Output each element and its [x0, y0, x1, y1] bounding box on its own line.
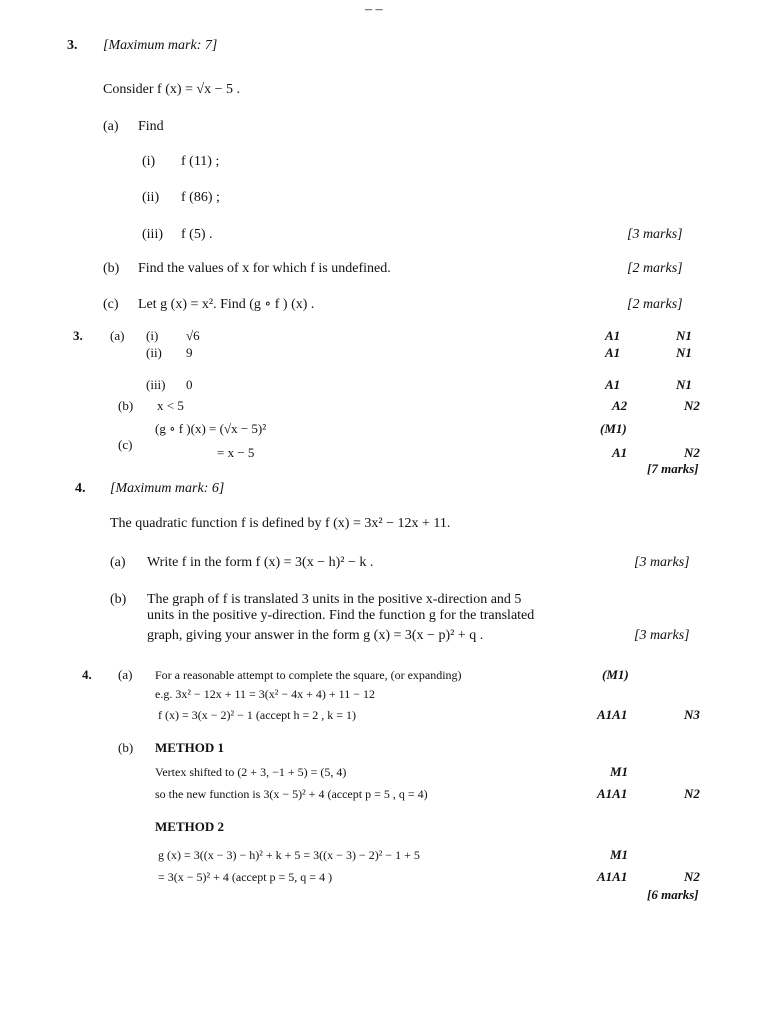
- ms4-a-line2: e.g. 3x² − 12x + 11 = 3(x² − 4x + 4) + 11 − 12: [155, 687, 375, 701]
- q3-c-text: Let g (x) = x². Find (g ∘ f ) (x) .: [138, 297, 315, 312]
- ms3-iii-answer: 0: [186, 377, 193, 392]
- ms3-b-n: N2: [684, 398, 700, 413]
- q4-max-mark: [Maximum mark: 6]: [110, 481, 225, 496]
- q3-a-i-text: f (11) ;: [181, 154, 220, 169]
- ms4-total: [6 marks]: [647, 887, 699, 902]
- q4-b-line2: units in the positive y-direction. Find the function g for the translated: [147, 608, 535, 623]
- q3-a-iii-text: f (5) .: [181, 227, 213, 242]
- q3-a-text: Find: [138, 119, 164, 134]
- ms3-number: 3.: [73, 328, 83, 343]
- ms3-i-n: N1: [676, 328, 692, 343]
- ms3-iii-n: N1: [676, 377, 692, 392]
- ms3-i-answer: √6: [186, 328, 200, 343]
- q3-c-label: (c): [103, 297, 119, 312]
- ms3-c-line1: (g ∘ f )(x) = (√x − 5)²: [155, 421, 267, 436]
- ms4-m2-line1-mark: M1: [610, 847, 629, 862]
- ms4-m2-line1: g (x) = 3((x − 3) − h)² + k + 5 = 3((x − 3) − 2)² − 1 + 5: [158, 848, 420, 862]
- ms4-m1-line1-mark: M1: [610, 764, 629, 779]
- q3-a-ii-text: f (86) ;: [181, 190, 220, 205]
- q3-c-marks: [2 marks]: [627, 297, 683, 312]
- q4-b-label: (b): [110, 592, 127, 607]
- ms4-m1-line2: so the new function is 3(x − 5)² + 4 (accept p = 5 , q = 4): [155, 787, 428, 801]
- ms4-a-line1-mark: (M1): [602, 667, 629, 682]
- ms4-a-line1: For a reasonable attempt to complete the square, (or expanding): [155, 668, 462, 682]
- ms4-number: 4.: [82, 667, 92, 682]
- q3-b-text: Find the values of x for which f is undefined.: [138, 261, 391, 276]
- ms4-a-line3-mark: A1A1: [597, 707, 628, 722]
- ms4-b-label: (b): [118, 740, 134, 755]
- q4-a-marks: [3 marks]: [634, 555, 690, 570]
- ms3-c-line1-mark: (M1): [600, 421, 627, 436]
- ms3-c-label: (c): [118, 437, 133, 452]
- ms4-method1: METHOD 1: [155, 740, 224, 755]
- ms4-m2-line2: = 3(x − 5)² + 4 (accept p = 5, q = 4 ): [158, 870, 333, 884]
- q3-a-ii-label: (ii): [142, 190, 160, 205]
- ms3-total: [7 marks]: [647, 461, 699, 476]
- q3-stem: Consider f (x) = √x − 5 .: [103, 82, 241, 97]
- ms4-a-label: (a): [118, 667, 133, 682]
- ms3-c-line2: = x − 5: [217, 445, 255, 460]
- ms3-c-line2-mark: A1: [612, 445, 628, 460]
- ms4-m2-line2-n: N2: [684, 869, 700, 884]
- ms4-method2: METHOD 2: [155, 819, 224, 834]
- ms3-iii-label: (iii): [146, 377, 166, 392]
- ms3-ii-mark: A1: [605, 345, 621, 360]
- q3-max-mark: [Maximum mark: 7]: [103, 38, 218, 53]
- ms4-m1-line2-mark: A1A1: [597, 786, 628, 801]
- ms3-i-mark: A1: [605, 328, 621, 343]
- q3-number: 3.: [67, 38, 78, 53]
- q3-a-marks: [3 marks]: [627, 227, 683, 242]
- q4-b-line1: The graph of f is translated 3 units in the positive x-direction and 5: [147, 592, 522, 607]
- ms3-a-label: (a): [110, 328, 125, 343]
- q4-b-marks: [3 marks]: [634, 628, 690, 643]
- ms4-m1-line2-n: N2: [684, 786, 700, 801]
- q4-a-label: (a): [110, 555, 126, 570]
- ms3-i-label: (i): [146, 328, 159, 343]
- q4-b-line3: graph, giving your answer in the form g (x) = 3(x − p)² + q .: [147, 628, 484, 643]
- ms3-iii-mark: A1: [605, 377, 621, 392]
- ms4-a-line3-n: N3: [684, 707, 700, 722]
- q4-stem: The quadratic function f is defined by f (x) = 3x² − 12x + 11.: [110, 516, 451, 531]
- ms3-ii-n: N1: [676, 345, 692, 360]
- ms3-b-answer: x < 5: [157, 398, 184, 413]
- q3-a-iii-label: (iii): [142, 227, 163, 242]
- q4-number: 4.: [75, 481, 86, 496]
- ms3-ii-label: (ii): [146, 345, 162, 360]
- page-header-mark: – –: [365, 2, 383, 17]
- ms3-ii-answer: 9: [186, 345, 193, 360]
- q3-b-label: (b): [103, 261, 120, 276]
- ms3-b-mark: A2: [612, 398, 628, 413]
- ms3-c-line2-n: N2: [684, 445, 700, 460]
- ms4-m2-line2-mark: A1A1: [597, 869, 628, 884]
- q4-a-text: Write f in the form f (x) = 3(x − h)² − k .: [147, 555, 374, 570]
- ms3-b-label: (b): [118, 398, 134, 413]
- q3-b-marks: [2 marks]: [627, 261, 683, 276]
- ms4-a-line3: f (x) = 3(x − 2)² − 1 (accept h = 2 , k = 1): [158, 708, 357, 722]
- q3-a-i-label: (i): [142, 154, 156, 169]
- q3-a-label: (a): [103, 119, 119, 134]
- ms4-m1-line1: Vertex shifted to (2 + 3, −1 + 5) = (5, 4): [155, 765, 347, 779]
